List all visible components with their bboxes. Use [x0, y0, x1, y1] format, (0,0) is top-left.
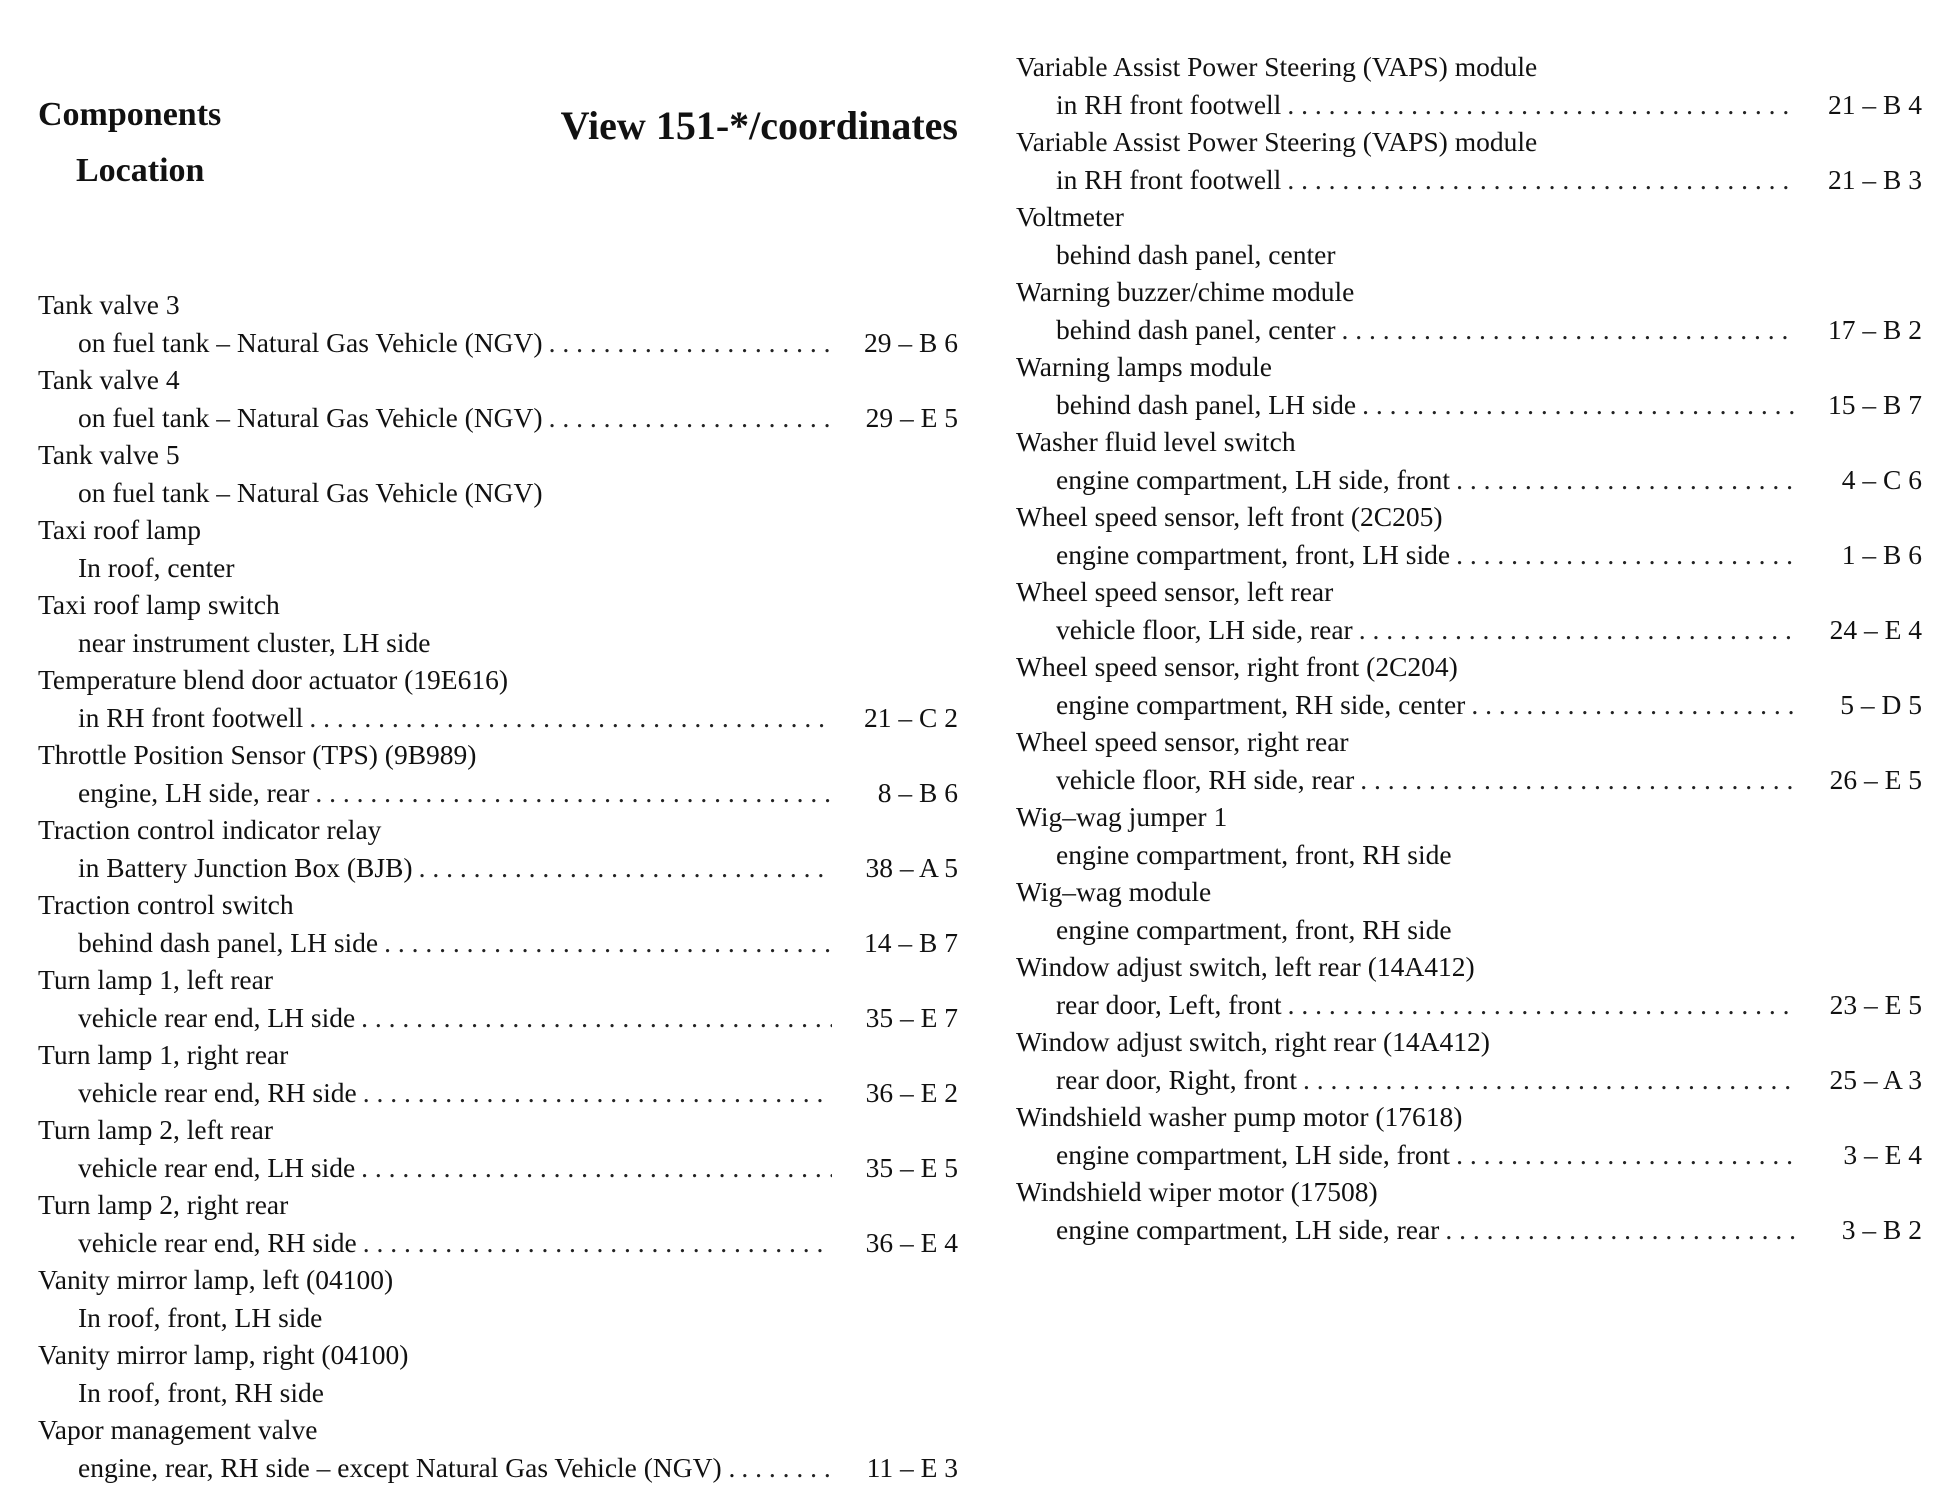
component-location: engine compartment, LH side, front	[1056, 461, 1450, 499]
right-column	[1016, 48, 1922, 1248]
dot-leader	[361, 1149, 832, 1187]
component-name: Window adjust switch, right rear (14A412)	[1016, 1023, 1922, 1061]
component-name: Window adjust switch, left rear (14A412)	[1016, 948, 1922, 986]
grid-reference: 17 – B 2	[1802, 311, 1922, 349]
component-entry	[38, 286, 958, 361]
component-location: on fuel tank – Natural Gas Vehicle (NGV)	[78, 324, 543, 362]
component-name: Traction control indicator relay	[38, 811, 958, 849]
component-entry	[1016, 123, 1922, 198]
grid-reference: 3 – B 2	[1802, 1211, 1922, 1249]
component-location: engine compartment, front, RH side	[1056, 836, 1452, 874]
component-name: Warning lamps module	[1016, 348, 1922, 386]
component-location-row	[1016, 86, 1922, 124]
component-location-row	[38, 849, 958, 887]
grid-reference: 8 – B 6	[838, 774, 958, 812]
dot-leader	[549, 324, 832, 362]
component-location: in RH front footwell	[78, 699, 303, 737]
grid-reference: 35 – E 7	[838, 999, 958, 1037]
component-entry	[38, 736, 958, 811]
dot-leader	[1456, 461, 1796, 499]
component-entry	[1016, 348, 1922, 423]
grid-reference: 21 – C 2	[838, 699, 958, 737]
right-entry-list	[1016, 48, 1922, 1248]
dot-leader	[363, 1074, 832, 1112]
component-location-row	[1016, 611, 1922, 649]
dot-leader	[1341, 311, 1796, 349]
component-entry	[1016, 273, 1922, 348]
dot-leader	[384, 924, 832, 962]
component-location: engine compartment, RH side, center	[1056, 686, 1465, 724]
component-location: engine compartment, front, LH side	[1056, 536, 1450, 574]
component-location-row	[38, 924, 958, 962]
dot-leader	[1456, 1136, 1796, 1174]
column-header	[38, 86, 958, 286]
dot-leader	[549, 399, 832, 437]
component-entry	[38, 1411, 958, 1486]
component-name: Turn lamp 2, right rear	[38, 1186, 958, 1224]
component-location: behind dash panel, center	[1056, 311, 1335, 349]
component-name: Vanity mirror lamp, left (04100)	[38, 1261, 958, 1299]
grid-reference: 3 – E 4	[1802, 1136, 1922, 1174]
grid-reference: 14 – B 7	[838, 924, 958, 962]
component-location-row	[38, 1074, 958, 1112]
component-name: Wheel speed sensor, left rear	[1016, 573, 1922, 611]
component-name: Temperature blend door actuator (19E616)	[38, 661, 958, 699]
component-location: vehicle rear end, RH side	[78, 1224, 357, 1262]
component-name: Wig–wag module	[1016, 873, 1922, 911]
component-location-row	[1016, 686, 1922, 724]
component-location: In roof, center	[78, 549, 235, 587]
component-location-row	[1016, 761, 1922, 799]
component-location: vehicle floor, LH side, rear	[1056, 611, 1353, 649]
component-location-row	[1016, 161, 1922, 199]
component-name: Taxi roof lamp	[38, 511, 958, 549]
component-location-row	[1016, 386, 1922, 424]
component-location: engine, LH side, rear	[78, 774, 309, 812]
component-name: Windshield washer pump motor (17618)	[1016, 1098, 1922, 1136]
dot-leader	[315, 774, 832, 812]
component-location: on fuel tank – Natural Gas Vehicle (NGV)	[78, 399, 543, 437]
grid-reference: 23 – E 5	[1802, 986, 1922, 1024]
component-location: in RH front footwell	[1056, 86, 1281, 124]
component-entry	[38, 1186, 958, 1261]
left-entry-list	[38, 286, 958, 1486]
dot-leader	[309, 699, 832, 737]
component-location-row	[38, 699, 958, 737]
component-location: rear door, Left, front	[1056, 986, 1282, 1024]
component-location-row	[38, 1149, 958, 1187]
grid-reference: 11 – E 3	[838, 1449, 958, 1486]
location-heading: Location	[76, 152, 204, 190]
component-entry	[1016, 948, 1922, 1023]
component-location-row	[1016, 1061, 1922, 1099]
grid-reference: 36 – E 4	[838, 1224, 958, 1262]
dot-leader	[1288, 986, 1796, 1024]
component-location: rear door, Right, front	[1056, 1061, 1297, 1099]
component-location: vehicle rear end, LH side	[78, 999, 355, 1037]
component-name: Turn lamp 2, left rear	[38, 1111, 958, 1149]
components-heading: Components	[38, 96, 221, 134]
dot-leader	[1445, 1211, 1796, 1249]
component-entry	[38, 1336, 958, 1411]
component-name: Tank valve 3	[38, 286, 958, 324]
grid-reference: 26 – E 5	[1802, 761, 1922, 799]
view-coordinates-heading: View 151-*/coordinates	[561, 102, 958, 149]
component-name: Washer fluid level switch	[1016, 423, 1922, 461]
component-name: Tank valve 4	[38, 361, 958, 399]
component-name: Voltmeter	[1016, 198, 1922, 236]
component-location: in Battery Junction Box (BJB)	[78, 849, 413, 887]
dot-leader	[419, 849, 832, 887]
component-entry	[38, 811, 958, 886]
component-location-row	[1016, 536, 1922, 574]
component-entry	[1016, 1023, 1922, 1098]
component-location-row	[38, 1374, 958, 1412]
component-location-row	[38, 399, 958, 437]
component-location-row	[1016, 236, 1922, 274]
component-location-row	[1016, 1211, 1922, 1249]
dot-leader	[1287, 161, 1796, 199]
component-entry	[38, 1111, 958, 1186]
component-location: engine compartment, LH side, front	[1056, 1136, 1450, 1174]
component-location-row	[38, 1299, 958, 1337]
component-location-row	[38, 1224, 958, 1262]
grid-reference: 24 – E 4	[1802, 611, 1922, 649]
component-name: Vapor management valve	[38, 1411, 958, 1449]
component-name: Throttle Position Sensor (TPS) (9B989)	[38, 736, 958, 774]
component-name: Warning buzzer/chime module	[1016, 273, 1922, 311]
component-entry	[1016, 198, 1922, 273]
component-entry	[1016, 423, 1922, 498]
component-name: Tank valve 5	[38, 436, 958, 474]
dot-leader	[363, 1224, 832, 1262]
component-location: In roof, front, LH side	[78, 1299, 322, 1337]
component-location-row	[1016, 311, 1922, 349]
component-entry	[1016, 573, 1922, 648]
component-location: vehicle rear end, RH side	[78, 1074, 357, 1112]
component-location: engine, rear, RH side – except Natural Gas Vehicle (NGV) .	[78, 1449, 735, 1486]
component-location-row	[38, 999, 958, 1037]
grid-reference: 35 – E 5	[838, 1149, 958, 1187]
grid-reference: 1 – B 6	[1802, 536, 1922, 574]
dot-leader	[361, 999, 832, 1037]
left-column	[38, 86, 958, 1486]
component-entry	[38, 886, 958, 961]
component-name: Variable Assist Power Steering (VAPS) module	[1016, 48, 1922, 86]
component-location: engine compartment, LH side, rear	[1056, 1211, 1439, 1249]
dot-leader	[1362, 386, 1796, 424]
component-location-row	[1016, 461, 1922, 499]
component-location: In roof, front, RH side	[78, 1374, 324, 1412]
grid-reference: 21 – B 3	[1802, 161, 1922, 199]
component-name: Windshield wiper motor (17508)	[1016, 1173, 1922, 1211]
dot-leader	[741, 1449, 832, 1486]
component-name: Turn lamp 1, right rear	[38, 1036, 958, 1074]
component-entry	[1016, 648, 1922, 723]
component-entry	[1016, 498, 1922, 573]
grid-reference: 38 – A 5	[838, 849, 958, 887]
grid-reference: 29 – B 6	[838, 324, 958, 362]
dot-leader	[1471, 686, 1796, 724]
component-location: in RH front footwell	[1056, 161, 1281, 199]
grid-reference: 36 – E 2	[838, 1074, 958, 1112]
component-name: Turn lamp 1, left rear	[38, 961, 958, 999]
component-entry	[38, 961, 958, 1036]
component-entry	[1016, 873, 1922, 948]
component-location-row	[38, 474, 958, 512]
component-location-row	[38, 1449, 958, 1486]
component-entry	[38, 586, 958, 661]
grid-reference: 21 – B 4	[1802, 86, 1922, 124]
component-location-row	[38, 774, 958, 812]
dot-leader	[1287, 86, 1796, 124]
component-entry	[1016, 798, 1922, 873]
grid-reference: 5 – D 5	[1802, 686, 1922, 724]
component-location: vehicle rear end, LH side	[78, 1149, 355, 1187]
component-name: Traction control switch	[38, 886, 958, 924]
component-name: Wheel speed sensor, right rear	[1016, 723, 1922, 761]
component-entry	[1016, 1173, 1922, 1248]
component-location-row	[1016, 836, 1922, 874]
component-location: behind dash panel, center	[1056, 236, 1335, 274]
grid-reference: 15 – B 7	[1802, 386, 1922, 424]
component-name: Variable Assist Power Steering (VAPS) module	[1016, 123, 1922, 161]
component-name: Wheel speed sensor, right front (2C204)	[1016, 648, 1922, 686]
component-entry	[38, 1036, 958, 1111]
component-name: Vanity mirror lamp, right (04100)	[38, 1336, 958, 1374]
component-entry	[38, 361, 958, 436]
component-location-row	[38, 549, 958, 587]
component-location-row	[38, 324, 958, 362]
dot-leader	[1456, 536, 1796, 574]
component-entry	[38, 661, 958, 736]
component-location-row	[1016, 911, 1922, 949]
component-entry	[38, 511, 958, 586]
component-name: Taxi roof lamp switch	[38, 586, 958, 624]
component-location: engine compartment, front, RH side	[1056, 911, 1452, 949]
component-location: behind dash panel, LH side	[1056, 386, 1356, 424]
component-name: Wig–wag jumper 1	[1016, 798, 1922, 836]
dot-leader	[1360, 761, 1796, 799]
dot-leader	[1359, 611, 1796, 649]
component-entry	[38, 436, 958, 511]
component-location-row	[1016, 1136, 1922, 1174]
component-entry	[38, 1261, 958, 1336]
component-location: vehicle floor, RH side, rear	[1056, 761, 1354, 799]
component-entry	[1016, 1098, 1922, 1173]
dot-leader	[1303, 1061, 1796, 1099]
grid-reference: 25 – A 3	[1802, 1061, 1922, 1099]
component-name: Wheel speed sensor, left front (2C205)	[1016, 498, 1922, 536]
grid-reference: 29 – E 5	[838, 399, 958, 437]
component-entry	[1016, 48, 1922, 123]
component-location-row	[38, 624, 958, 662]
component-location: on fuel tank – Natural Gas Vehicle (NGV)	[78, 474, 543, 512]
component-location-row	[1016, 986, 1922, 1024]
component-location: behind dash panel, LH side	[78, 924, 378, 962]
component-location: near instrument cluster, LH side	[78, 624, 430, 662]
grid-reference: 4 – C 6	[1802, 461, 1922, 499]
component-entry	[1016, 723, 1922, 798]
